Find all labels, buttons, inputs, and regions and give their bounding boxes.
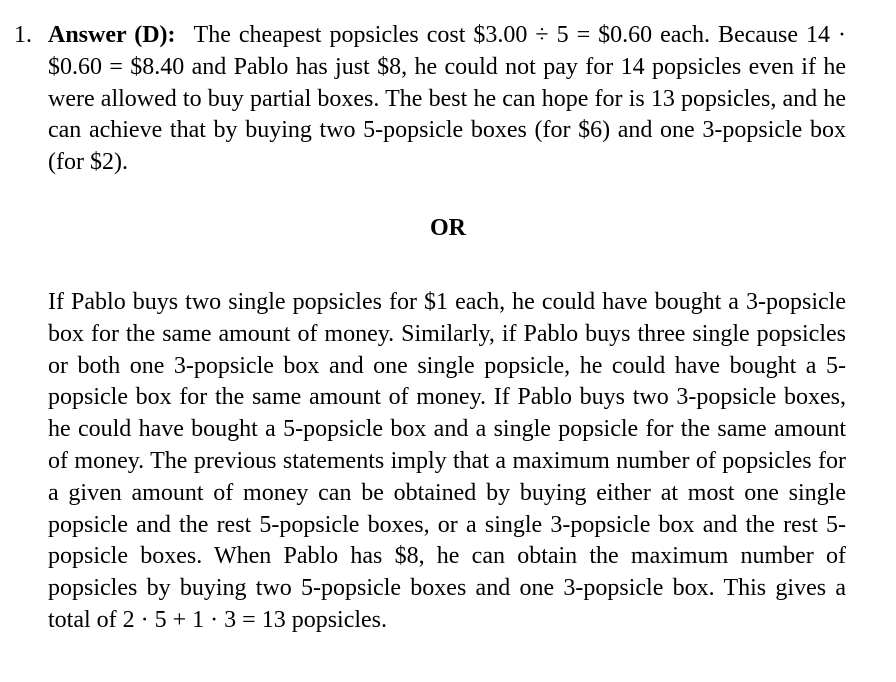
paragraph-1-text: The cheapest popsicles cost $3.00 ÷ 5 = $0.60 each. Because 14 · $0.60 = $8.40 and Pablo has just $8, he could not pay for 14 popsicles even if he were allowed to buy partial boxes. The best he can hope for is 13 popsicles, and he can achieve that by buying two 5-popsicle boxes (for $6) and one 3-popsicle box (for $2).: [48, 22, 846, 176]
solution-paragraph-1: [14, 20, 846, 179]
answer-label: Answer (D):: [48, 22, 176, 48]
paragraph-2-text: If Pablo buys two single popsicles for $1 each, he could have bought a 3-popsicle box for the same amount of money. Similarly, if Pablo buys three single popsicles or both one 3-popsicle box and one single popsicle, he could have bought a 5-popsicle box for the same amount of money. If Pablo buys two 3-popsicle boxes, he could have bought a 5-popsicle box and a single popsicle for the same amount of money. The previous statements imply that a maximum number of popsicles for a given amount of money can be obtained by buying either at most one single popsicle and the rest 5-popsicle boxes, or a single 3-popsicle box and the rest 5-popsicle boxes. When Pablo has $8, he can obtain the maximum number of popsicles by buying two 5-popsicle boxes and one 3-popsicle box. This gives a total of 2 · 5 + 1 · 3 = 13 popsicles.: [48, 289, 846, 633]
item-number: 1.: [14, 22, 32, 48]
solution-paragraph-2: [48, 287, 846, 637]
or-divider: OR: [430, 215, 466, 241]
